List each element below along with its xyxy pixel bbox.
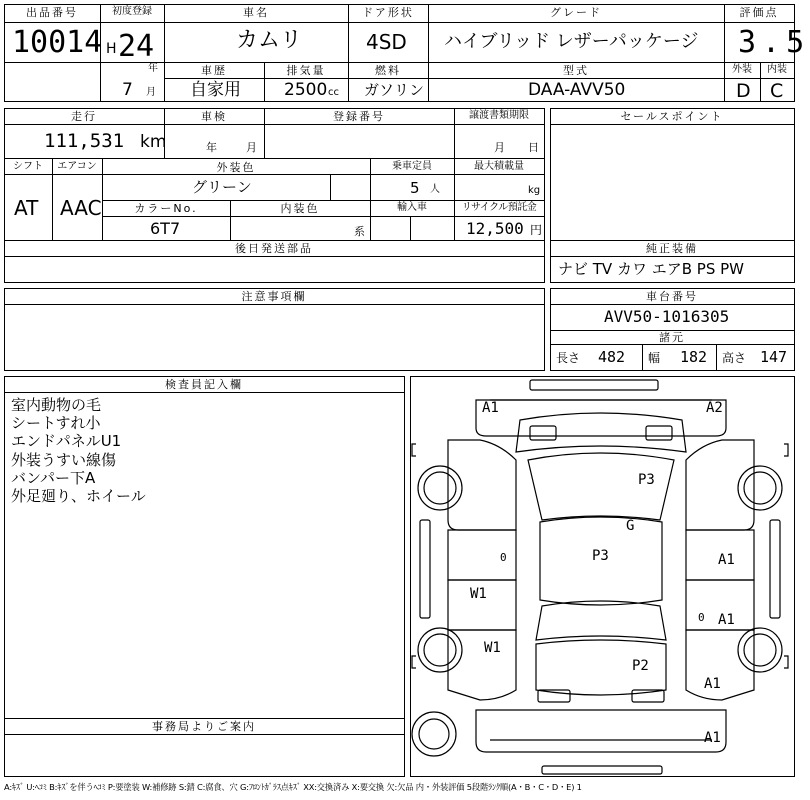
first-registration-header: 初度登録: [112, 6, 152, 17]
recycle-deposit-header: リサイクル預託金: [461, 202, 537, 213]
exterior-color-value: グリーン: [192, 178, 252, 196]
chassis-number-value: AVV50-1016305: [604, 307, 730, 326]
model-code-header: 型式: [563, 64, 589, 77]
history-value: 自家用: [190, 80, 241, 100]
interior-grade: C: [770, 80, 784, 102]
inspector-notes-list: [11, 396, 146, 505]
damage-mark: A1: [718, 612, 735, 628]
import-car-header: 輸入車: [397, 202, 427, 213]
chassis-number-header: 車台番号: [646, 290, 698, 303]
fuel-header: 燃料: [375, 64, 401, 77]
recycle-unit: 円: [530, 223, 543, 237]
later-parts-header: 後日発送部品: [235, 242, 313, 255]
damage-mark: A2: [706, 400, 723, 416]
max-load-header: 最大積載量: [474, 161, 524, 172]
damage-mark: W1: [484, 640, 501, 656]
interior-color-header: 内装色: [280, 202, 320, 215]
score-header: 評価点: [739, 6, 779, 19]
inspector-note: バンパー下A: [11, 468, 96, 487]
legend-footer: A:ｷｽﾞ U:ﾍｺﾐ B:ｷｽﾞを伴うﾍｺﾐ P:要塗装 W:補修跡 S:錆 C:腐食、穴 G:ﾌﾛﾝﾄｶﾞﾗｽ点ｷｽﾞ XX:交換済み X:要交換 欠:欠品 内・外装評価 5段階ﾗﾝｸ順(A・B・C・D・E) 1: [4, 782, 582, 792]
model-code-value: DAA-AVV50: [528, 80, 626, 100]
era-prefix: H: [106, 41, 117, 57]
inspector-note: エンドパネルU1: [11, 432, 122, 451]
mileage-header: 走行: [71, 110, 97, 123]
damage-mark: A1: [718, 552, 735, 568]
score-value: 3.5: [738, 25, 810, 60]
inspector-note: シートすれ小: [11, 414, 101, 433]
notes-header: 注意事項欄: [241, 290, 307, 303]
damage-mark: A1: [704, 730, 721, 746]
color-no-header: カラーNo.: [134, 202, 198, 215]
width-value: 182: [680, 348, 708, 366]
transfer-month-unit: 月: [494, 141, 505, 154]
length-value: 482: [598, 348, 626, 366]
damage-mark: W1: [470, 586, 487, 602]
lot-number-header: 出品番号: [26, 6, 78, 19]
month-unit: 月: [146, 87, 156, 98]
genuine-equipment-value: ナビ TV カワ エアB PS PW: [558, 260, 744, 278]
inspection-year-unit: 年: [206, 141, 217, 154]
registration-no-header: 登録番号: [333, 110, 385, 123]
inspector-note: 外装うすい線傷: [11, 450, 117, 469]
exterior-grade: D: [736, 80, 751, 102]
inspector-note: 室内動物の毛: [11, 396, 102, 414]
genuine-equipment-header: 純正装備: [646, 242, 698, 255]
exterior-color-header: 外装色: [216, 161, 256, 174]
door-type-value: 4SD: [366, 30, 407, 54]
door-type-header: ドア形状: [362, 6, 414, 19]
interior-header: 内装: [767, 64, 787, 75]
color-no-value: 6T7: [150, 219, 181, 238]
width-label: 幅: [648, 351, 661, 365]
capacity-header: 乗車定員: [392, 161, 432, 172]
transfer-day-unit: 日: [528, 141, 539, 154]
year-unit: 年: [148, 63, 158, 74]
aircon-value: AAC: [60, 196, 102, 220]
grade-header: グレード: [550, 6, 602, 19]
damage-mark: 0: [500, 551, 507, 564]
damage-mark: P3: [638, 472, 655, 488]
displacement-value: 2500: [284, 80, 328, 100]
capacity-unit: 人: [430, 184, 440, 195]
mileage-unit: km: [140, 132, 167, 152]
aircon-header: エアコン: [57, 161, 97, 172]
exterior-header: 外装: [732, 64, 752, 75]
inspector-notes-header: 検査員記入欄: [165, 378, 243, 391]
first-registration-month: 7: [122, 80, 133, 100]
mileage-value: 111,531: [44, 130, 125, 152]
first-registration-year: 24: [118, 29, 155, 64]
inspection-month-unit: 月: [246, 141, 257, 154]
history-header: 車歴: [201, 64, 227, 77]
damage-mark: 0: [698, 611, 705, 624]
car-diagram: [412, 380, 788, 774]
damage-mark: G: [626, 518, 635, 534]
height-value: 147: [760, 348, 788, 366]
shift-header: シフト: [13, 161, 43, 172]
car-name-value: カムリ: [236, 28, 303, 53]
office-notice-header: 事務局よりご案内: [152, 720, 256, 733]
dimensions-header: 諸元: [659, 331, 685, 344]
transfer-docs-header: 譲渡書類期限: [469, 110, 529, 121]
shift-value: AT: [14, 196, 39, 220]
damage-mark: P2: [632, 658, 649, 674]
capacity-value: 5: [410, 179, 420, 197]
inspector-note: 外足廻り、ホイール: [11, 487, 146, 506]
damage-mark: A1: [482, 400, 499, 416]
lot-number-value: 10014: [12, 25, 103, 60]
car-name-header: 車名: [243, 6, 269, 19]
damage-mark: P3: [592, 548, 609, 564]
height-label: 高さ: [722, 351, 747, 365]
grade-value: ハイブリッド レザーパッケージ: [444, 31, 699, 52]
interior-color-suffix: 系: [354, 225, 365, 238]
max-load-unit: kg: [528, 185, 541, 196]
recycle-deposit-value: 12,500: [466, 219, 524, 238]
fuel-value: ガソリン: [364, 81, 425, 99]
sales-points-header: セールスポイント: [620, 110, 724, 123]
damage-mark: A1: [704, 676, 721, 692]
displacement-header: 排気量: [286, 64, 326, 77]
inspection-header: 車検: [201, 110, 227, 123]
length-label: 長さ: [556, 351, 581, 365]
displacement-unit: cc: [328, 87, 339, 98]
